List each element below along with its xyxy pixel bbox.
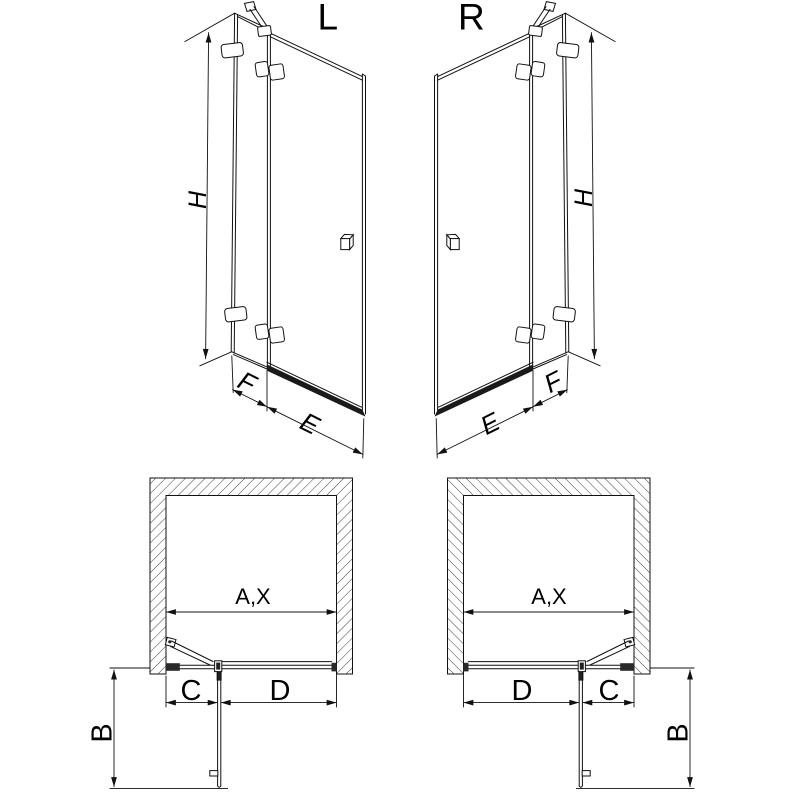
plan-view-right-art (448, 478, 651, 787)
plan-view-left-art (150, 478, 353, 787)
segment-c-label-left: C (180, 675, 202, 707)
height-dim-label-right: H (570, 188, 598, 208)
variant-label-left: L (317, 0, 339, 38)
door-width-dim-label-left: E (295, 406, 325, 441)
variant-label-right: R (458, 0, 485, 38)
door-width-dim-label-right: E (475, 406, 505, 441)
height-dim-label-left: H (184, 190, 212, 210)
entry-depth-label-left: B (86, 723, 119, 743)
fixed-width-dim-label-right: F (539, 364, 567, 399)
segment-d-label-left: D (269, 675, 291, 707)
opening-width-label-right: A,X (531, 584, 567, 609)
fixed-width-dim-label-left: F (233, 364, 261, 399)
front-view-left-art (185, 2, 366, 458)
entry-depth-label-right: B (662, 723, 695, 743)
segment-c-label-right: C (598, 675, 620, 707)
segment-d-label-right: D (511, 675, 533, 707)
front-view-right-art (435, 2, 616, 458)
opening-width-label-left: A,X (235, 584, 271, 609)
